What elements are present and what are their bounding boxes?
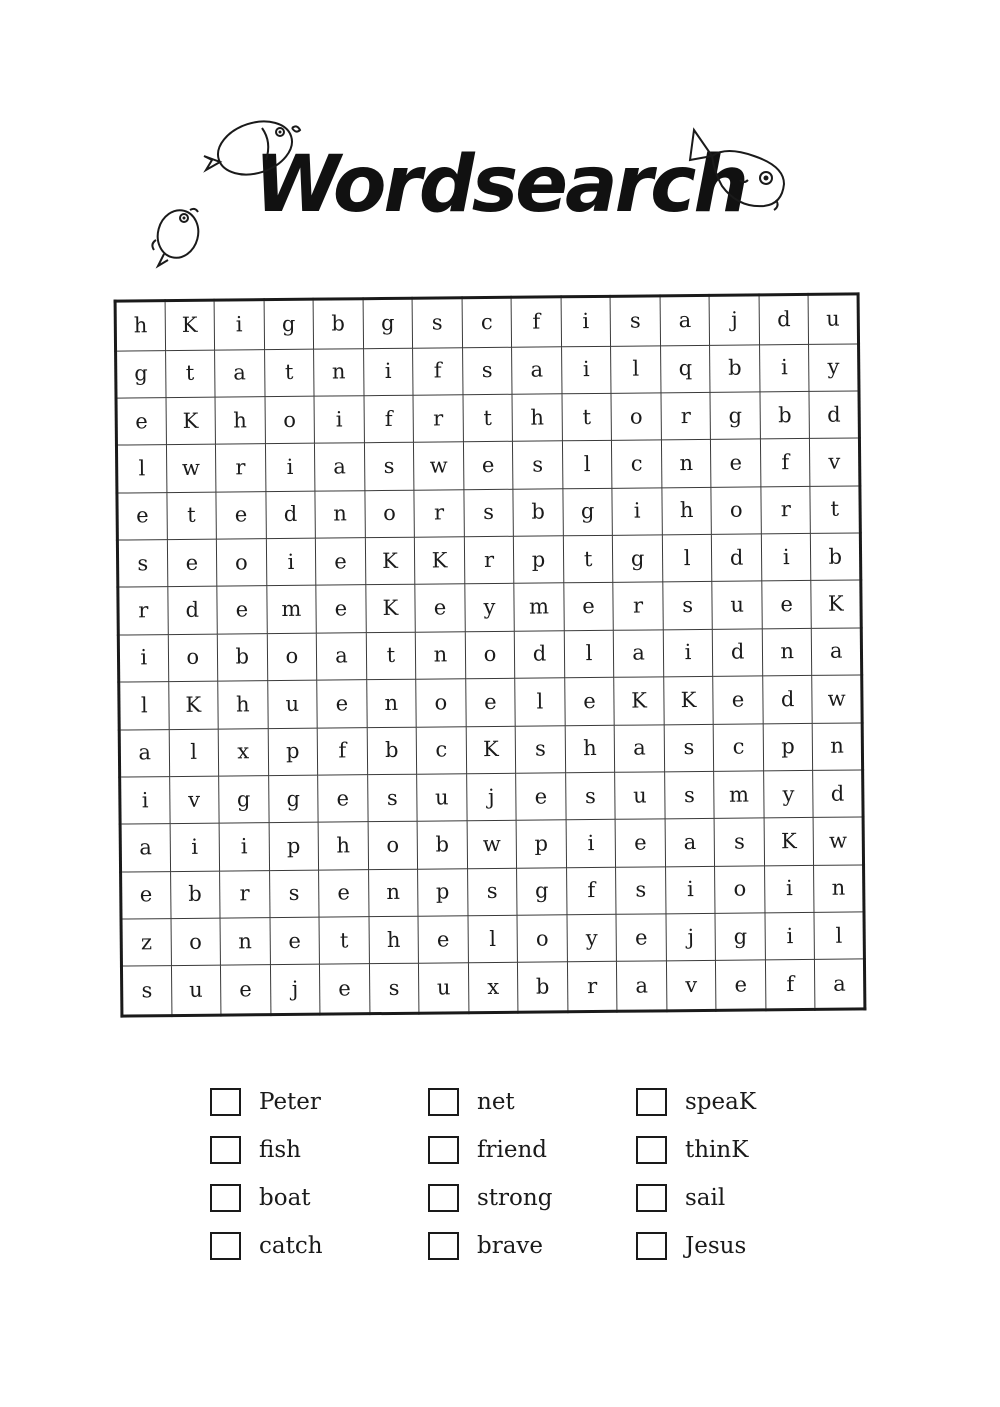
- word-item: [210, 1126, 428, 1174]
- grid-cell[interactable]: e: [216, 491, 266, 539]
- grid-cell[interactable]: i: [761, 533, 811, 581]
- grid-cell[interactable]: a: [617, 961, 667, 1011]
- grid-cell[interactable]: u: [419, 963, 469, 1013]
- grid-row: [119, 722, 862, 777]
- grid-cell[interactable]: e: [463, 442, 513, 490]
- grid-cell[interactable]: r: [613, 582, 663, 630]
- grid-cell[interactable]: h: [318, 822, 368, 870]
- grid-row: [120, 817, 863, 872]
- word-label: speaK: [685, 1089, 757, 1115]
- grid-cell[interactable]: p: [763, 723, 813, 771]
- grid-cell[interactable]: e: [465, 678, 515, 726]
- word-checkbox[interactable]: [428, 1232, 459, 1260]
- grid-cell[interactable]: K: [811, 580, 861, 628]
- grid-cell[interactable]: l: [814, 912, 864, 960]
- grid-cell[interactable]: i: [663, 629, 713, 677]
- grid-cell[interactable]: i: [764, 865, 814, 913]
- grid-cell[interactable]: e: [319, 869, 369, 917]
- grid-cell[interactable]: b: [313, 299, 363, 349]
- grid-cell[interactable]: f: [317, 727, 367, 775]
- grid-cell[interactable]: e: [270, 917, 320, 965]
- grid-cell[interactable]: c: [612, 440, 662, 488]
- grid-cell[interactable]: s: [664, 771, 714, 819]
- grid-cell[interactable]: b: [760, 391, 810, 439]
- grid-cell[interactable]: h: [512, 394, 562, 442]
- grid-cell[interactable]: n: [813, 722, 863, 770]
- grid-cell[interactable]: h: [662, 487, 712, 535]
- grid-cell[interactable]: i: [363, 348, 413, 396]
- grid-cell[interactable]: K: [166, 397, 216, 445]
- grid-row: [116, 391, 859, 446]
- grid-cell[interactable]: a: [665, 819, 715, 867]
- grid-cell[interactable]: r: [216, 444, 266, 492]
- grid-cell[interactable]: r: [661, 392, 711, 440]
- grid-cell[interactable]: i: [170, 823, 220, 871]
- grid-cell[interactable]: g: [264, 299, 314, 349]
- grid-cell[interactable]: o: [517, 915, 567, 963]
- word-item: [636, 1126, 850, 1174]
- grid-cell[interactable]: u: [417, 774, 467, 822]
- word-label: brave: [477, 1233, 544, 1259]
- grid-cell[interactable]: n: [315, 490, 365, 538]
- word-label: sail: [685, 1185, 726, 1211]
- grid-cell[interactable]: c: [714, 723, 764, 771]
- grid-cell[interactable]: b: [811, 533, 861, 581]
- grid-cell[interactable]: s: [412, 298, 462, 348]
- grid-cell[interactable]: c: [416, 726, 466, 774]
- grid-cell[interactable]: l: [169, 729, 219, 777]
- grid-cell[interactable]: e: [418, 916, 468, 964]
- grid-cell[interactable]: b: [513, 488, 563, 536]
- grid-cell[interactable]: K: [365, 537, 415, 585]
- grid-cell[interactable]: h: [565, 725, 615, 773]
- grid-cell[interactable]: i: [561, 296, 611, 346]
- grid-cell[interactable]: n: [220, 918, 270, 966]
- grid-cell[interactable]: l: [119, 682, 169, 730]
- grid-cell[interactable]: g: [116, 350, 166, 398]
- grid-row: [121, 959, 864, 1016]
- grid-cell[interactable]: l: [564, 630, 614, 678]
- grid-row: [121, 865, 864, 920]
- grid-cell[interactable]: d: [763, 676, 813, 724]
- grid-cell[interactable]: d: [759, 294, 809, 344]
- grid-cell[interactable]: b: [710, 344, 760, 392]
- grid-row: [118, 580, 861, 635]
- grid-cell[interactable]: p: [268, 728, 318, 776]
- grid-cell[interactable]: p: [418, 868, 468, 916]
- grid-cell[interactable]: r: [567, 962, 617, 1012]
- grid-cell[interactable]: e: [762, 581, 812, 629]
- grid-cell[interactable]: o: [267, 633, 317, 681]
- grid-cell[interactable]: i: [219, 823, 269, 871]
- grid-cell[interactable]: a: [660, 295, 710, 345]
- grid-cell[interactable]: p: [514, 536, 564, 584]
- grid-cell[interactable]: K: [168, 681, 218, 729]
- grid-cell[interactable]: o: [365, 490, 415, 538]
- grid-cell[interactable]: l: [468, 915, 518, 963]
- grid-cell[interactable]: K: [664, 677, 714, 725]
- grid-cell[interactable]: t: [319, 917, 369, 965]
- grid-cell[interactable]: i: [265, 443, 315, 491]
- word-label: Jesus: [685, 1233, 747, 1259]
- grid-cell[interactable]: K: [365, 585, 415, 633]
- grid-row: [121, 912, 864, 967]
- grid-cell[interactable]: l: [662, 534, 712, 582]
- grid-row: [115, 294, 858, 351]
- grid-cell[interactable]: i: [759, 344, 809, 392]
- grid-cell[interactable]: s: [714, 818, 764, 866]
- grid-cell[interactable]: s: [462, 347, 512, 395]
- word-label: catch: [259, 1233, 323, 1259]
- grid-cell[interactable]: o: [715, 866, 765, 914]
- grid-cell[interactable]: j: [466, 773, 516, 821]
- grid-cell[interactable]: r: [414, 489, 464, 537]
- grid-cell[interactable]: u: [267, 680, 317, 728]
- grid-cell[interactable]: w: [814, 817, 864, 865]
- grid-cell[interactable]: i: [214, 300, 264, 350]
- grid-cell[interactable]: s: [467, 868, 517, 916]
- grid-cell[interactable]: q: [660, 345, 710, 393]
- grid-cell[interactable]: w: [467, 821, 517, 869]
- grid-cell[interactable]: e: [317, 680, 367, 728]
- grid-cell[interactable]: a: [512, 346, 562, 394]
- grid-cell[interactable]: d: [167, 587, 217, 635]
- grid-cell[interactable]: d: [713, 629, 763, 677]
- grid-cell[interactable]: a: [316, 632, 366, 680]
- grid-cell[interactable]: s: [664, 724, 714, 772]
- fish-icon: [686, 126, 790, 214]
- grid-cell[interactable]: K: [415, 537, 465, 585]
- grid-cell[interactable]: f: [765, 960, 815, 1010]
- grid-cell[interactable]: b: [367, 727, 417, 775]
- word-checkbox[interactable]: [636, 1232, 667, 1260]
- grid-cell[interactable]: g: [363, 298, 413, 348]
- grid-cell[interactable]: r: [220, 870, 270, 918]
- word-checkbox[interactable]: [210, 1088, 241, 1116]
- grid-cell[interactable]: m: [514, 583, 564, 631]
- grid-cell[interactable]: h: [215, 397, 265, 445]
- grid-cell[interactable]: u: [712, 581, 762, 629]
- grid-cell[interactable]: b: [417, 821, 467, 869]
- word-checkbox[interactable]: [210, 1136, 241, 1164]
- grid-cell[interactable]: x: [468, 963, 518, 1013]
- grid-cell[interactable]: s: [464, 489, 514, 537]
- grid-cell[interactable]: a: [815, 959, 865, 1009]
- grid-cell[interactable]: w: [166, 444, 216, 492]
- grid-cell[interactable]: l: [116, 445, 166, 493]
- word-label: friend: [477, 1137, 548, 1163]
- grid-cell[interactable]: g: [219, 776, 269, 824]
- grid-cell[interactable]: i: [665, 866, 715, 914]
- word-label: thinK: [685, 1137, 749, 1163]
- grid-cell[interactable]: g: [715, 913, 765, 961]
- grid-row: [119, 675, 862, 730]
- grid-cell[interactable]: e: [315, 538, 365, 586]
- grid-cell[interactable]: e: [167, 539, 217, 587]
- word-item: [210, 1078, 428, 1126]
- grid-cell[interactable]: e: [713, 676, 763, 724]
- grid-cell[interactable]: i: [561, 346, 611, 394]
- grid-cell[interactable]: g: [563, 488, 613, 536]
- grid-cell[interactable]: e: [116, 398, 166, 446]
- grid-cell[interactable]: p: [516, 820, 566, 868]
- grid-cell[interactable]: u: [808, 294, 858, 344]
- word-label: Peter: [259, 1089, 321, 1115]
- word-label: boat: [259, 1185, 311, 1211]
- grid-cell[interactable]: e: [217, 586, 267, 634]
- grid-cell[interactable]: K: [466, 726, 516, 774]
- grid-cell[interactable]: a: [614, 630, 664, 678]
- word-checkbox[interactable]: [210, 1232, 241, 1260]
- grid-cell[interactable]: h: [218, 681, 268, 729]
- word-label: fish: [259, 1137, 301, 1163]
- grid-cell[interactable]: e: [320, 964, 370, 1014]
- grid-cell[interactable]: j: [666, 913, 716, 961]
- grid-cell[interactable]: l: [515, 678, 565, 726]
- grid-cell[interactable]: y: [809, 343, 859, 391]
- grid-cell[interactable]: o: [368, 821, 418, 869]
- grid-cell[interactable]: e: [516, 773, 566, 821]
- grid-cell[interactable]: d: [515, 631, 565, 679]
- grid-cell[interactable]: t: [810, 486, 860, 534]
- grid-cell[interactable]: w: [414, 442, 464, 490]
- grid-row: [116, 438, 859, 493]
- grid-cell[interactable]: K: [614, 677, 664, 725]
- word-checkbox[interactable]: [210, 1184, 241, 1212]
- word-checkbox[interactable]: [636, 1088, 667, 1116]
- word-checkbox[interactable]: [636, 1184, 667, 1212]
- grid-cell[interactable]: x: [218, 728, 268, 776]
- grid-cell[interactable]: n: [314, 348, 364, 396]
- grid-cell[interactable]: t: [463, 394, 513, 442]
- grid-cell[interactable]: o: [465, 631, 515, 679]
- grid-cell[interactable]: o: [416, 679, 466, 727]
- grid-cell[interactable]: e: [316, 585, 366, 633]
- grid-cell[interactable]: r: [413, 395, 463, 443]
- grid-cell[interactable]: y: [465, 584, 515, 632]
- grid-cell[interactable]: d: [712, 534, 762, 582]
- grid-cell[interactable]: z: [121, 919, 171, 967]
- grid-cell[interactable]: i: [120, 776, 170, 824]
- grid-cell[interactable]: a: [614, 724, 664, 772]
- grid-row: [120, 770, 863, 825]
- grid-cell[interactable]: g: [268, 775, 318, 823]
- grid-cell[interactable]: e: [716, 960, 766, 1010]
- grid-cell[interactable]: c: [462, 297, 512, 347]
- grid-cell[interactable]: v: [810, 438, 860, 486]
- grid-cell[interactable]: n: [366, 679, 416, 727]
- grid-cell[interactable]: l: [562, 441, 612, 489]
- grid-cell[interactable]: o: [171, 918, 221, 966]
- grid-cell[interactable]: i: [612, 487, 662, 535]
- grid-cell[interactable]: a: [812, 628, 862, 676]
- grid-cell[interactable]: K: [764, 818, 814, 866]
- fish-icon: [200, 112, 305, 184]
- grid-cell[interactable]: w: [812, 675, 862, 723]
- grid-cell[interactable]: n: [762, 628, 812, 676]
- grid-cell[interactable]: n: [415, 632, 465, 680]
- word-checkbox[interactable]: [428, 1184, 459, 1212]
- grid-cell[interactable]: n: [814, 865, 864, 913]
- grid-cell[interactable]: n: [661, 440, 711, 488]
- grid-cell[interactable]: e: [117, 492, 167, 540]
- grid-cell[interactable]: s: [364, 443, 414, 491]
- grid-cell[interactable]: u: [171, 966, 221, 1016]
- grid-cell[interactable]: t: [366, 632, 416, 680]
- grid-cell[interactable]: g: [710, 392, 760, 440]
- grid-cell[interactable]: s: [117, 540, 167, 588]
- word-checkbox[interactable]: [428, 1136, 459, 1164]
- grid-cell[interactable]: s: [515, 725, 565, 773]
- grid-cell[interactable]: t: [264, 349, 314, 397]
- grid-cell[interactable]: j: [709, 295, 759, 345]
- grid-cell[interactable]: e: [711, 439, 761, 487]
- grid-cell[interactable]: t: [563, 535, 613, 583]
- grid-cell[interactable]: d: [813, 770, 863, 818]
- word-item: [428, 1126, 636, 1174]
- grid-row: [117, 533, 860, 588]
- word-item: [428, 1078, 636, 1126]
- grid-cell[interactable]: s: [269, 870, 319, 918]
- grid-cell[interactable]: n: [368, 869, 418, 917]
- grid-cell[interactable]: r: [118, 587, 168, 635]
- grid-cell[interactable]: y: [764, 770, 814, 818]
- grid-cell[interactable]: v: [169, 776, 219, 824]
- grid-cell[interactable]: d: [809, 391, 859, 439]
- grid-cell[interactable]: s: [367, 774, 417, 822]
- grid-cell[interactable]: s: [513, 441, 563, 489]
- grid-cell[interactable]: o: [711, 487, 761, 535]
- grid-cell[interactable]: g: [613, 535, 663, 583]
- grid-cell[interactable]: u: [615, 772, 665, 820]
- grid-cell[interactable]: a: [315, 443, 365, 491]
- grid-cell[interactable]: t: [166, 492, 216, 540]
- grid-cell[interactable]: d: [266, 491, 316, 539]
- grid-cell[interactable]: K: [165, 300, 215, 350]
- word-item: [210, 1222, 428, 1270]
- grid-cell[interactable]: b: [217, 633, 267, 681]
- grid-cell[interactable]: r: [464, 536, 514, 584]
- grid-cell[interactable]: o: [611, 393, 661, 441]
- grid-cell[interactable]: e: [318, 775, 368, 823]
- grid-cell[interactable]: r: [761, 486, 811, 534]
- grid-cell[interactable]: e: [415, 584, 465, 632]
- grid-cell[interactable]: a: [120, 824, 170, 872]
- grid-cell[interactable]: m: [266, 586, 316, 634]
- grid-cell[interactable]: a: [119, 729, 169, 777]
- grid-cell[interactable]: j: [270, 965, 320, 1015]
- word-checkbox[interactable]: [428, 1088, 459, 1116]
- grid-cell[interactable]: s: [369, 964, 419, 1014]
- grid-cell[interactable]: e: [565, 677, 615, 725]
- grid-cell[interactable]: f: [364, 395, 414, 443]
- grid-cell[interactable]: h: [369, 916, 419, 964]
- grid-cell[interactable]: t: [562, 393, 612, 441]
- grid-cell[interactable]: f: [760, 439, 810, 487]
- word-label: strong: [477, 1185, 553, 1211]
- grid-row: [117, 486, 860, 541]
- word-item: [210, 1174, 428, 1222]
- grid-cell[interactable]: e: [616, 914, 666, 962]
- grid-cell[interactable]: m: [714, 771, 764, 819]
- grid-cell[interactable]: h: [115, 301, 165, 351]
- grid-cell[interactable]: s: [610, 296, 660, 346]
- grid-cell[interactable]: i: [266, 538, 316, 586]
- grid-cell[interactable]: i: [765, 912, 815, 960]
- grid-row: [118, 628, 861, 683]
- grid-cell[interactable]: b: [170, 871, 220, 919]
- word-item: [636, 1174, 850, 1222]
- grid-cell[interactable]: s: [565, 772, 615, 820]
- grid-cell[interactable]: s: [616, 866, 666, 914]
- grid-cell[interactable]: e: [221, 965, 271, 1015]
- grid-cell[interactable]: e: [615, 819, 665, 867]
- word-item: [636, 1222, 850, 1270]
- grid-cell[interactable]: s: [663, 582, 713, 630]
- grid-cell[interactable]: o: [216, 539, 266, 587]
- grid-cell[interactable]: a: [215, 349, 265, 397]
- grid-cell[interactable]: l: [611, 345, 661, 393]
- grid-cell[interactable]: i: [314, 396, 364, 444]
- grid-cell[interactable]: v: [666, 961, 716, 1011]
- grid-cell[interactable]: f: [511, 297, 561, 347]
- grid-cell[interactable]: o: [265, 396, 315, 444]
- grid-cell[interactable]: i: [118, 634, 168, 682]
- word-list: [210, 1078, 850, 1278]
- grid-cell[interactable]: s: [121, 966, 171, 1016]
- word-label: net: [477, 1089, 515, 1115]
- page-title: Wordsearch: [254, 140, 746, 230]
- grid-row: [116, 343, 859, 398]
- word-item: [428, 1222, 636, 1270]
- grid-cell[interactable]: p: [269, 822, 319, 870]
- grid-cell[interactable]: f: [413, 347, 463, 395]
- fish-icon: [146, 200, 208, 270]
- word-checkbox[interactable]: [636, 1136, 667, 1164]
- grid-cell[interactable]: b: [518, 962, 568, 1012]
- grid-cell[interactable]: e: [564, 583, 614, 631]
- grid-cell[interactable]: g: [517, 867, 567, 915]
- grid-cell[interactable]: o: [168, 634, 218, 682]
- word-item: [636, 1078, 850, 1126]
- word-item: [428, 1174, 636, 1222]
- grid-cell[interactable]: i: [566, 820, 616, 868]
- grid-cell[interactable]: y: [567, 914, 617, 962]
- wordsearch-grid: [114, 292, 867, 1017]
- grid-cell[interactable]: e: [121, 871, 171, 919]
- grid-cell[interactable]: f: [566, 867, 616, 915]
- grid-cell[interactable]: t: [165, 350, 215, 398]
